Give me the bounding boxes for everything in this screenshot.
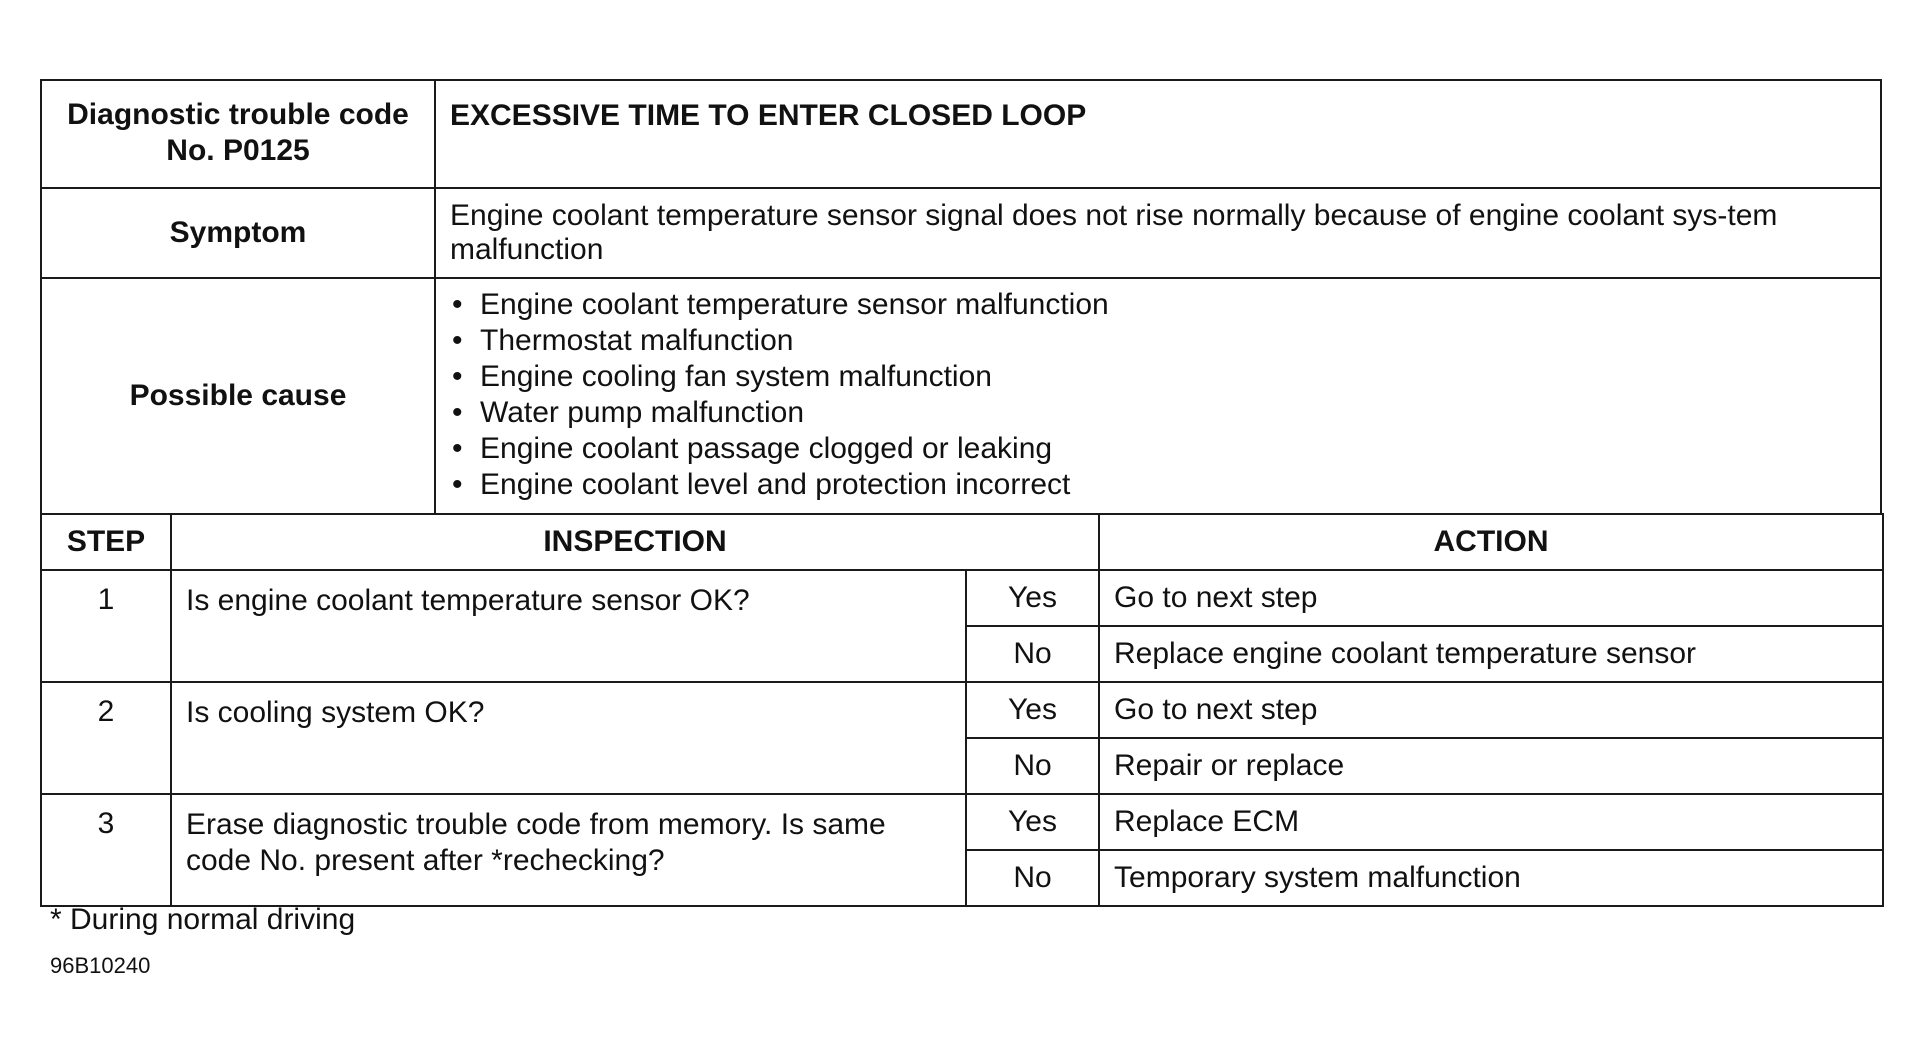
footnote: * During normal driving [50,903,356,936]
inspection-text: Is engine coolant temperature sensor OK? [171,570,966,682]
action-text: Replace ECM [1099,794,1883,850]
symptom-label: Symptom [41,188,435,278]
yes-label: Yes [966,682,1099,738]
step-number: 3 [41,794,171,906]
list-item: • Engine coolant passage clogged or leaking [450,431,1866,467]
action-text: Temporary system malfunction [1099,850,1883,906]
table-header-row [41,514,1883,570]
no-label: No [966,626,1099,682]
action-column-header: ACTION [1099,514,1883,570]
inspection-text: Is cooling system OK? [171,682,966,794]
symptom-text: Engine coolant temperature sensor signal does not rise normally because of engine coolant sys-tem malfunction [435,188,1881,278]
table-row [41,682,1883,738]
step-number: 2 [41,682,171,794]
inspection-text: Erase diagnostic trouble code from memory. Is same code No. present after *rechecking? [171,794,966,906]
list-item: • Thermostat malfunction [450,323,1866,359]
possible-cause-label: Possible cause [41,278,435,514]
possible-cause-cell [435,278,1881,514]
diagnostic-sheet [40,79,1884,907]
dtc-info-table [40,79,1882,515]
list-item: • Engine cooling fan system malfunction [450,359,1866,395]
action-text: Repair or replace [1099,738,1883,794]
no-label: No [966,850,1099,906]
table-row [41,794,1883,850]
yes-label: Yes [966,794,1099,850]
action-text: Go to next step [1099,570,1883,626]
action-text: Go to next step [1099,682,1883,738]
figure-reference: 96B10240 [50,953,151,978]
no-label: No [966,738,1099,794]
list-item: • Engine coolant temperature sensor malfunction [450,287,1866,323]
table-row [41,570,1883,626]
action-text: Replace engine coolant temperature sensor [1099,626,1883,682]
step-number: 1 [41,570,171,682]
cause-list [450,287,1866,503]
inspection-steps-table [40,513,1884,907]
step-column-header: STEP [41,514,171,570]
code-label: Diagnostic trouble code No. P0125 [41,80,435,188]
inspection-column-header: INSPECTION [171,514,1099,570]
list-item: • Engine coolant level and protection incorrect [450,467,1866,503]
yes-label: Yes [966,570,1099,626]
code-title: EXCESSIVE TIME TO ENTER CLOSED LOOP [435,80,1881,188]
list-item: • Water pump malfunction [450,395,1866,431]
